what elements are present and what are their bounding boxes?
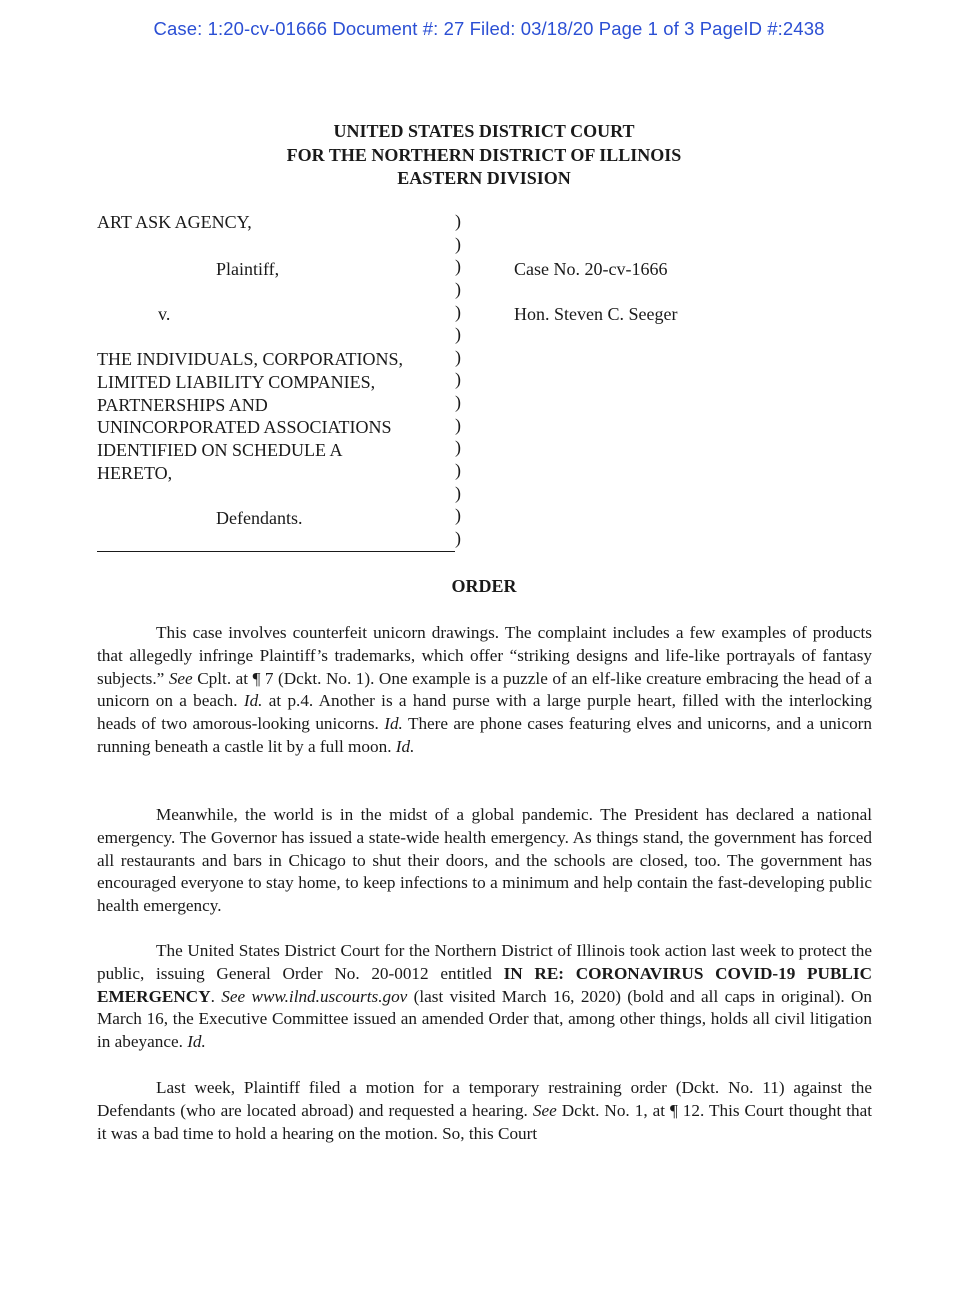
caption-parentheses [455,210,461,550]
citation-signal: Id. [187,1032,206,1052]
citation-signal: Id. [395,736,415,756]
judge-name: Hon. Steven C. Seeger [514,304,678,324]
paren: ) [455,414,461,435]
paren: ) [455,369,461,390]
citation-signal: See [532,1100,557,1120]
order-title: ORDER [451,576,517,596]
plaintiff-label: Plaintiff, [216,259,280,279]
paren: ) [455,392,461,413]
text-run: The United States District Court for the Northern District of Illinois took action last week to protect the public, issuing General Order No. 20-0012 entitled [97,941,872,983]
general-order-title: IN RE: CORONAVIRUS COVID-19 PUBLIC EMERGENCY [97,963,872,1006]
defendant-line: PARTNERSHIPS AND [97,395,268,415]
defendant-line: UNINCORPORATED ASSOCIATIONS [97,417,392,437]
caption-underline [97,551,455,552]
court-district: FOR THE NORTHERN DISTRICT OF ILLINOIS [286,144,682,165]
paren: ) [455,346,461,367]
paren: ) [455,527,461,548]
paren: ) [455,505,461,526]
text-run: Last week, Plaintiff filed a motion for a temporary restraining order (Dckt. No. 11) against the Defendants (who are located abroad) and requested a hearing. [97,1078,872,1120]
defendant-line: HERETO, [97,463,173,483]
paren: ) [455,482,461,503]
text-run: at p.4. Another is a hand purse with a large purple heart, filled with the interlocking heads of two amorous-looking unicorns. [97,691,872,734]
court-url: www.ilnd.uscourts.gov [245,986,408,1006]
citation-signal: See [168,668,193,688]
text-run: (last visited March 16, 2020) (bold and all caps in original). On March 16, the Executive Committee issued an amended Order that, among other things, holds all civil litigation in abeyance. [97,986,873,1052]
versus-label: v. [158,304,171,324]
defendant-line: LIMITED LIABILITY COMPANIES, [97,372,376,392]
paren: ) [455,324,461,345]
paragraph-2: Meanwhile, the world is in the midst of a global pandemic. The President has declared a national emergency. The Governor has issued a state-wide health emergency. As things stand, the government has forced all restaurants and bars in Chicago to shut their doors, and the schools are closed, too. The government has encouraged everyone to stay home, to keep infections to a minimum and help contain the fast-developing public health emergency. [97,805,872,916]
paren: ) [455,211,461,231]
filing-stamp: Case: 1:20-cv-01666 Document #: 27 Filed: 03/18/20 Page 1 of 3 PageID #:2438 [153,18,825,39]
defendants-label: Defendants. [216,508,303,528]
defendant-line: THE INDIVIDUALS, CORPORATIONS, [97,349,403,369]
paragraph-1 [97,622,872,759]
paren: ) [455,437,461,458]
citation-signal: Id. [384,714,403,734]
text-run: Cplt. at ¶ 7 (Dckt. No. 1). One example is a puzzle of an elf-like creature embracing the head of a unicorn on a beach. [97,668,872,711]
paragraph-3 [97,940,872,1054]
text-run: Dckt. No. 1, at ¶ 12. This Court thought that it was a bad time to hold a hearing on the motion. So, this Court [97,1100,872,1143]
text-run: There are phone cases featuring elves and unicorns, and a unicorn running beneath a castle lit by a full moon. [97,714,872,756]
court-name: UNITED STATES DISTRICT COURT [333,121,635,141]
paragraph-4 [97,1077,872,1145]
citation-signal: Id. [243,691,263,711]
defendant-line: IDENTIFIED ON SCHEDULE A [97,440,343,460]
case-number: Case No. 20-cv-1666 [514,259,668,279]
paren: ) [455,278,461,299]
paren: ) [455,256,461,277]
plaintiff-name: ART ASK AGENCY, [97,212,252,232]
text-run: This case involves counterfeit unicorn drawings. The complaint includes a few examples of products that allegedly infringe Plaintiff’s trademarks, which offer “striking designs and life-like portrayals of fantasy subjects.” [97,623,872,688]
court-division: EASTERN DIVISION [397,168,571,188]
case-caption [0,0,978,560]
paren: ) [455,301,461,322]
paren: ) [455,233,461,254]
text-run: . [210,986,222,1006]
citation-signal: See [221,986,246,1006]
paren: ) [455,460,461,481]
